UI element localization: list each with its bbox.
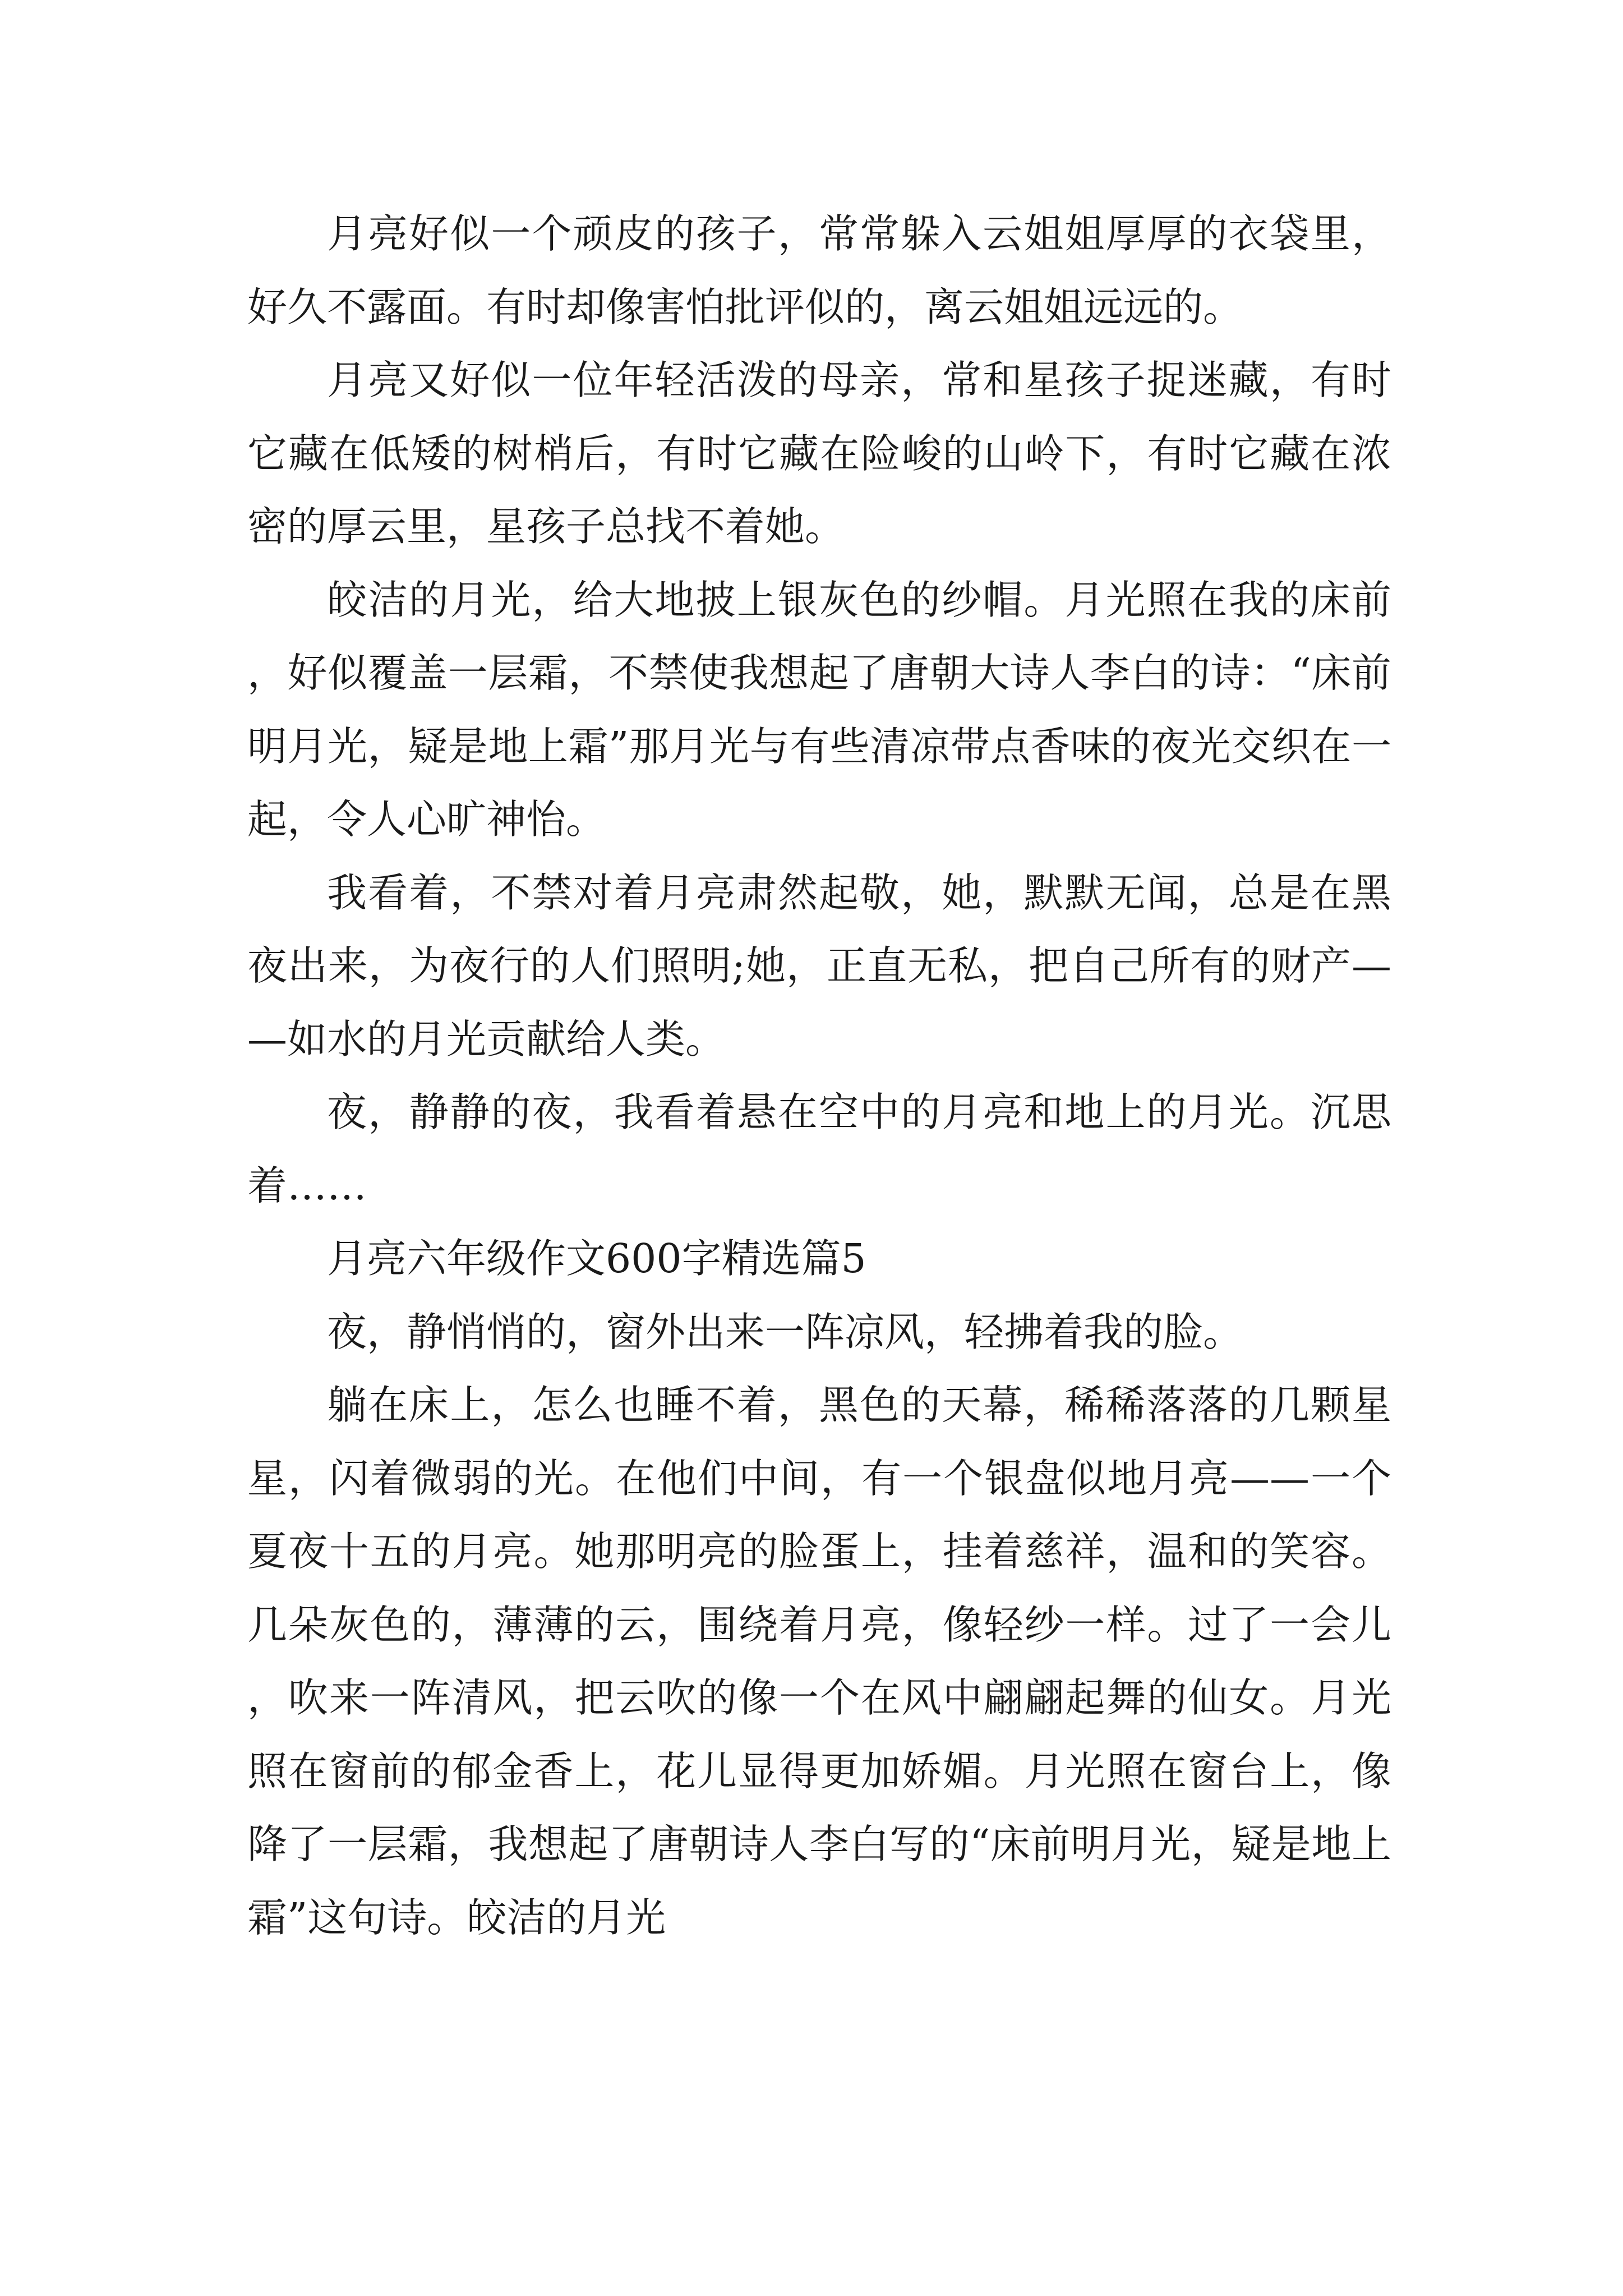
paragraph-4: 我看着，不禁对着月亮肃然起敬，她，默默无闻，总是在黑夜出来，为夜行的人们照明;她，正直无私，把自己所有的财产——如水的月光贡献给人类。 [247,869,1391,1062]
paragraph-1: 月亮好似一个顽皮的孩子，常常躲入云姐姐厚厚的衣袋里，好久不露面。有时却像害怕批评似的，离云姐姐远远的。 [247,210,1391,330]
section-heading: 月亮六年级作文600字精选篇5 [327,1235,866,1282]
paragraph-5: 夜，静静的夜，我看着悬在空中的月亮和地上的月光。沉思着…… [247,1089,1391,1209]
section-paragraph-2: 躺在床上，怎么也睡不着，黑色的天幕，稀稀落落的几颗星星，闪着微弱的光。在他们中间，有一个银盘似地月亮——一个夏夜十五的月亮。她那明亮的脸蛋上，挂着慈祥，温和的笑容。几朵灰色的，薄薄的云，围绕着月亮，像轻纱一样。过了一会儿，吹来一阵清风，把云吹的像一个在风中翩翩起舞的仙女。月光照在窗前的郁金香上，花儿显得更加娇媚。月光照在窗台上，像降了一层霜，我想起了唐朝诗人李白写的“床前明月光，疑是地上霜”这句诗。皎洁的月光 [247,1382,1391,1941]
section-paragraph-1: 夜，静悄悄的，窗外出来一阵凉风，轻拂着我的脸。 [327,1308,1243,1355]
paragraph-3: 皎洁的月光，给大地披上银灰色的纱帽。月光照在我的床前，好似覆盖一层霜，不禁使我想起了唐朝大诗人李白的诗：“床前明月光，疑是地上霜”那月光与有些清凉带点香味的夜光交织在一起，令人心旷神怡。 [247,576,1391,843]
document-body [247,197,1391,1954]
paragraph-2: 月亮又好似一位年轻活泼的母亲，常和星孩子捉迷藏，有时它藏在低矮的树梢后，有时它藏在险峻的山岭下，有时它藏在浓密的厚云里，星孩子总找不着她。 [247,357,1391,550]
